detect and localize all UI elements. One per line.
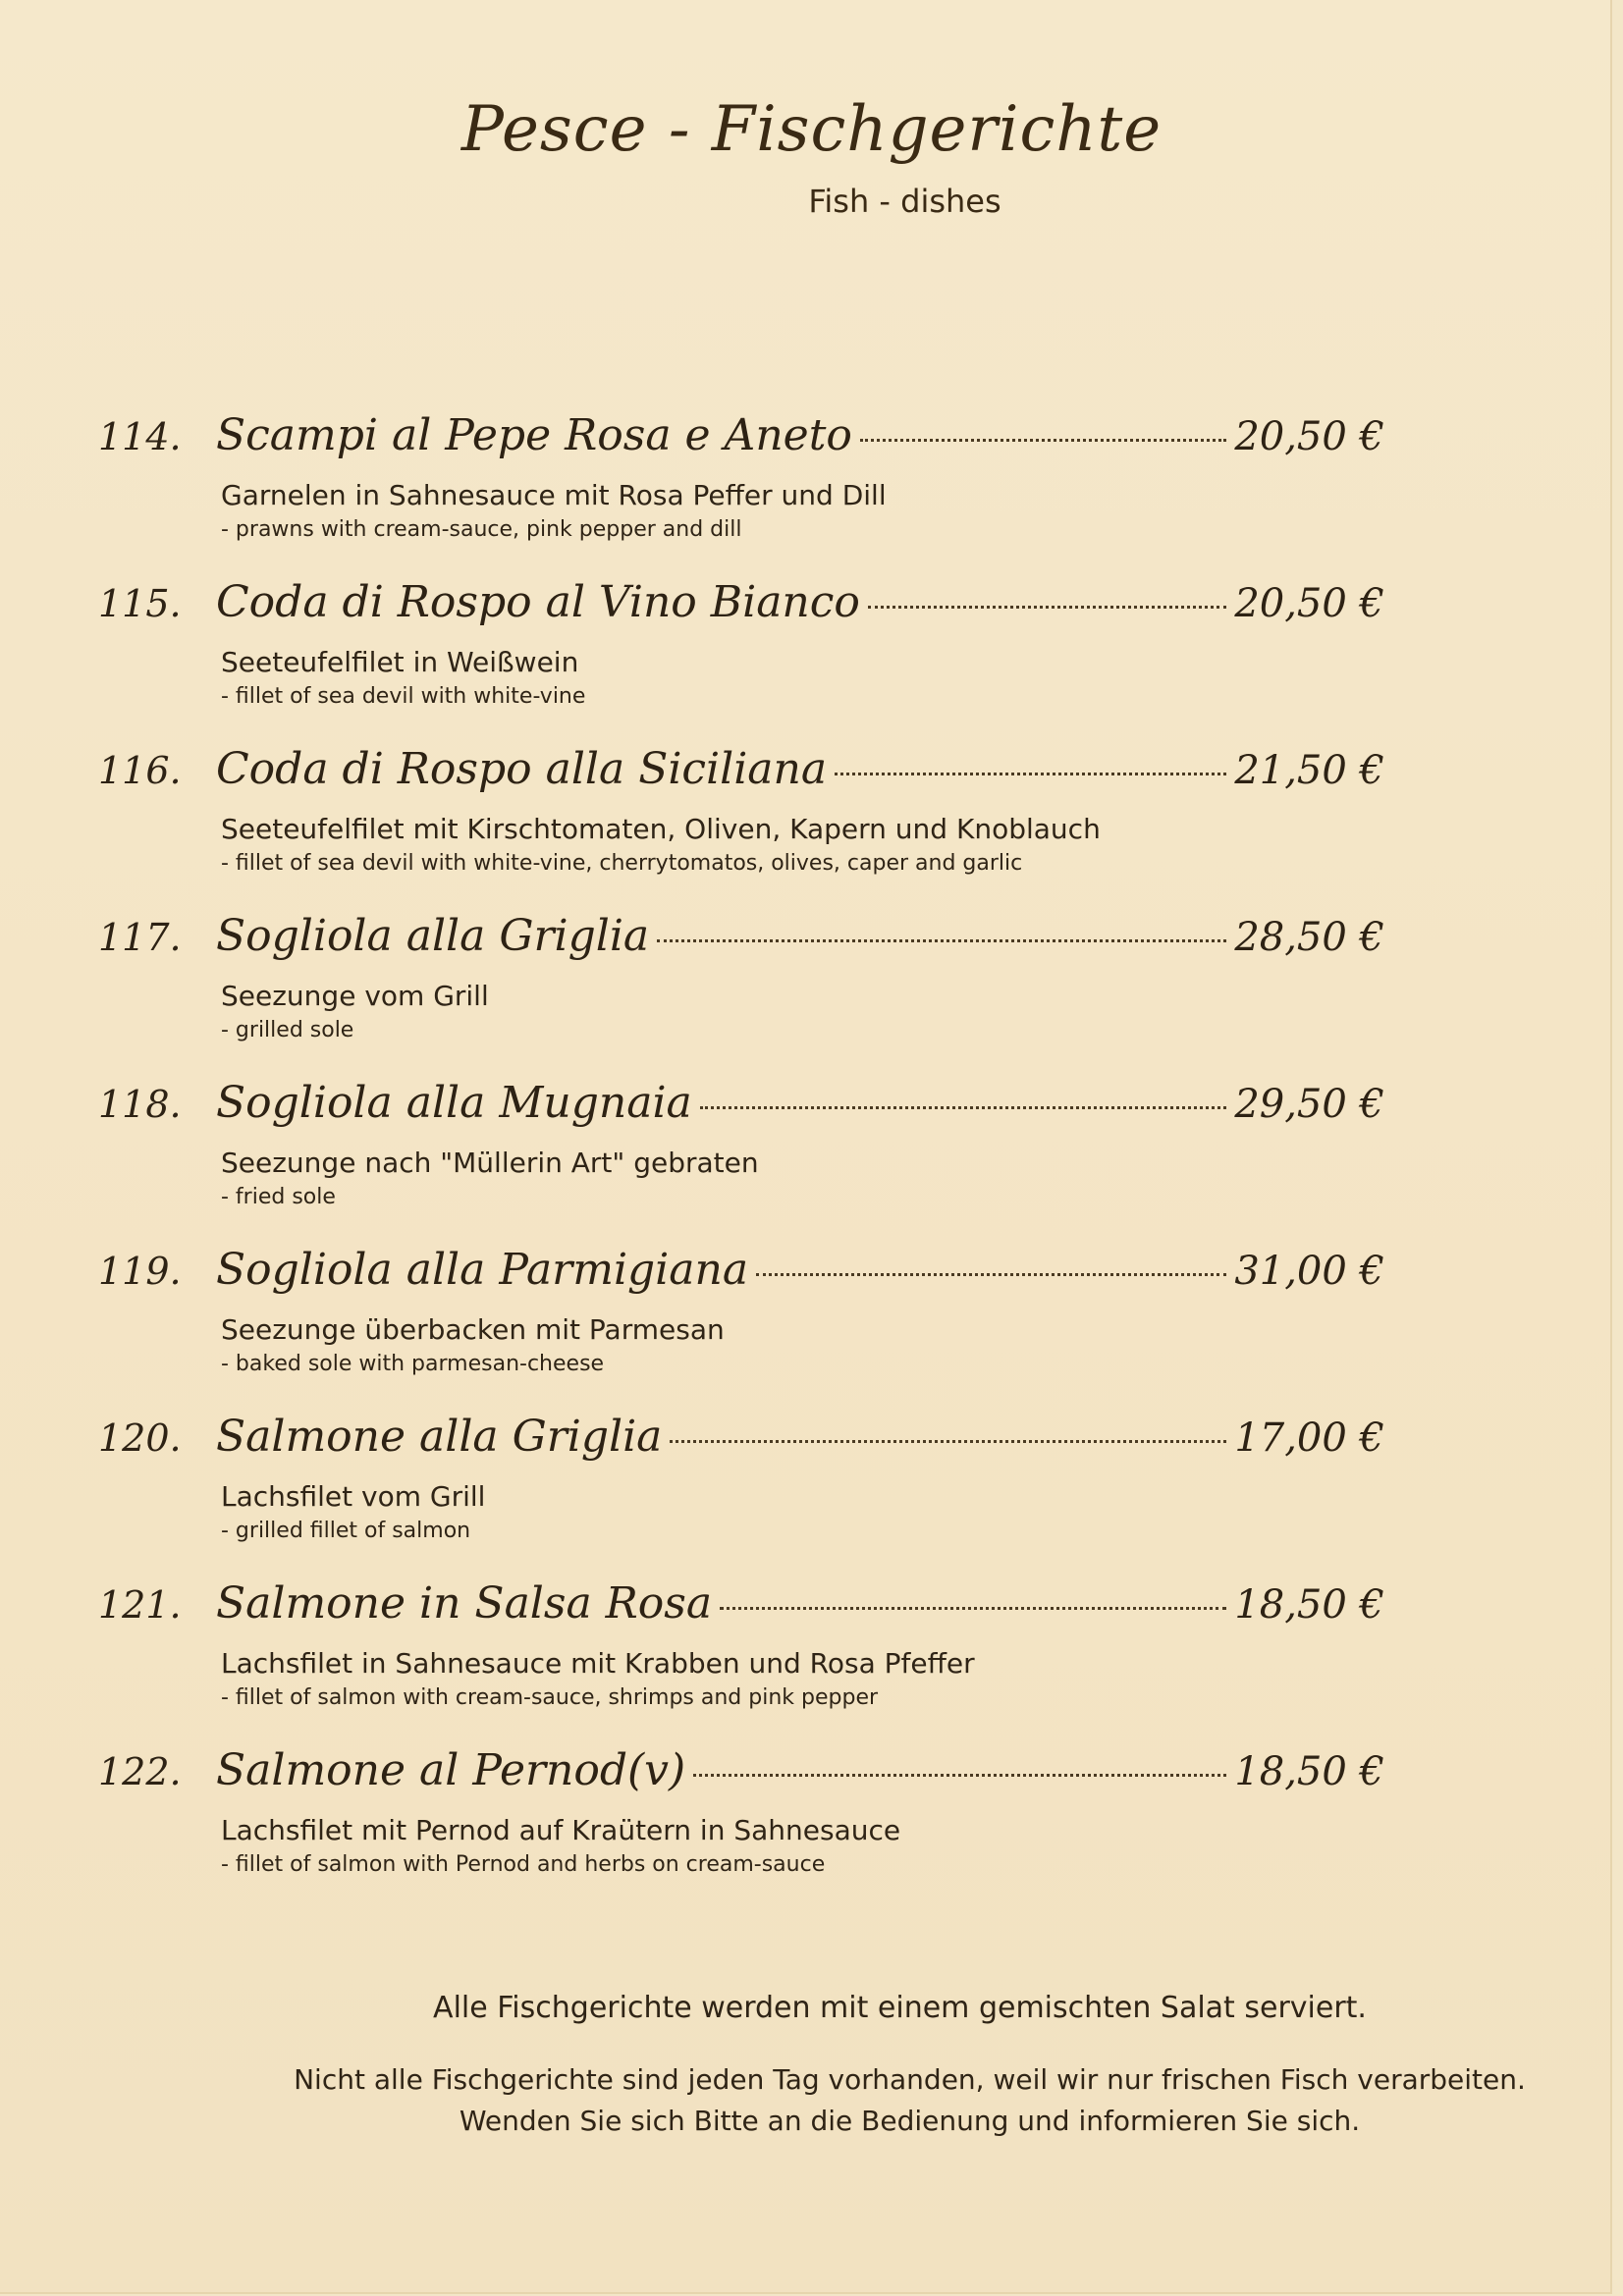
item-description-de: Seeteufelfilet mit Kirschtomaten, Oliven, Kapern und Knoblauch	[221, 813, 1101, 845]
item-price: 18,50 €	[1234, 1749, 1384, 1794]
item-description-de: Seezunge vom Grill	[221, 980, 489, 1012]
item-name: Sogliola alla Mugnaia	[216, 1078, 692, 1128]
item-description-de: Seezunge überbacken mit Parmesan	[221, 1313, 725, 1346]
item-number: 116.	[98, 749, 182, 792]
item-number: 122.	[98, 1750, 182, 1793]
dot-leader	[670, 1440, 1226, 1443]
item-description-en: - grilled sole	[221, 1018, 354, 1042]
item-number: 117.	[98, 916, 182, 959]
item-name: Sogliola alla Griglia	[216, 911, 650, 961]
item-price: 17,00 €	[1234, 1415, 1384, 1461]
menu-item	[98, 744, 1384, 911]
item-description-en: - fillet of salmon with Pernod and herbs on cream-sauce	[221, 1852, 826, 1877]
item-number: 119.	[98, 1250, 182, 1293]
page-header	[0, 93, 1623, 220]
item-name: Scampi al Pepe Rosa e Aneto	[216, 410, 852, 460]
menu-item	[98, 1578, 1384, 1745]
item-number: 121.	[98, 1583, 182, 1627]
item-description-de: Lachsfilet mit Pernod auf Kraütern in Sahnesauce	[221, 1814, 901, 1846]
menu-item	[98, 1078, 1384, 1245]
item-number: 118.	[98, 1083, 182, 1126]
menu-item	[98, 1245, 1384, 1412]
item-name: Coda di Rospo al Vino Bianco	[216, 577, 860, 627]
item-description-en: - prawns with cream-sauce, pink pepper and dill	[221, 517, 742, 542]
item-number: 120.	[98, 1416, 182, 1460]
item-number: 114.	[98, 415, 182, 458]
item-description-de: Seezunge nach "Müllerin Art" gebraten	[221, 1147, 759, 1179]
dot-leader	[868, 606, 1226, 609]
menu-item	[98, 410, 1384, 577]
item-description-de: Seeteufelfilet in Weißwein	[221, 646, 579, 678]
dot-leader	[835, 773, 1226, 775]
fresh-fish-note-line1: Nicht alle Fischgerichte sind jeden Tag vorhanden, weil wir nur frischen Fisch verarbeiten.	[294, 2063, 1526, 2096]
item-description-en: - fillet of sea devil with white-vine	[221, 684, 586, 709]
item-price: 28,50 €	[1234, 915, 1384, 960]
item-price: 29,50 €	[1234, 1082, 1384, 1127]
item-price: 21,50 €	[1234, 748, 1384, 793]
item-description-en: - grilled fillet of salmon	[221, 1519, 471, 1543]
item-number: 115.	[98, 582, 182, 625]
item-description-en: - baked sole with parmesan-cheese	[221, 1352, 605, 1376]
item-price: 18,50 €	[1234, 1582, 1384, 1628]
page-subtitle: Fish - dishes	[808, 183, 1001, 220]
dot-leader	[860, 439, 1226, 442]
fresh-fish-note-line2: Wenden Sie sich Bitte an die Bedienung und informieren Sie sich.	[459, 2105, 1361, 2137]
item-price: 31,00 €	[1234, 1249, 1384, 1294]
dot-leader	[693, 1774, 1226, 1777]
item-price: 20,50 €	[1234, 581, 1384, 626]
menu-list	[98, 410, 1384, 1912]
item-name: Sogliola alla Parmigiana	[216, 1245, 749, 1295]
menu-item	[98, 1745, 1384, 1912]
page-title: Pesce - Fischgerichte	[460, 93, 1163, 166]
item-description-de: Lachsfilet vom Grill	[221, 1480, 486, 1513]
menu-item	[98, 911, 1384, 1078]
dot-leader	[700, 1106, 1227, 1109]
menu-item	[98, 577, 1384, 744]
dot-leader	[756, 1273, 1226, 1276]
item-description-en: - fillet of sea devil with white-vine, cherrytomatos, olives, caper and garlic	[221, 851, 1023, 876]
menu-item	[98, 1412, 1384, 1578]
dot-leader	[720, 1607, 1226, 1610]
item-description-en: - fried sole	[221, 1185, 336, 1209]
item-description-de: Lachsfilet in Sahnesauce mit Krabben und Rosa Pfeffer	[221, 1647, 975, 1680]
fresh-fish-note	[196, 2059, 1623, 2142]
item-description-de: Garnelen in Sahnesauce mit Rosa Peffer und Dill	[221, 479, 887, 511]
dot-leader	[657, 939, 1226, 942]
item-name: Salmone alla Griglia	[216, 1412, 663, 1462]
item-description-en: - fillet of salmon with cream-sauce, shrimps and pink pepper	[221, 1685, 879, 1710]
item-name: Salmone in Salsa Rosa	[216, 1578, 713, 1629]
salad-note: Alle Fischgerichte werden mit einem gemischten Salat serviert.	[433, 1991, 1367, 2025]
item-name: Coda di Rospo alla Siciliana	[216, 744, 828, 794]
item-price: 20,50 €	[1234, 414, 1384, 459]
item-name: Salmone al Pernod(v)	[216, 1745, 686, 1795]
